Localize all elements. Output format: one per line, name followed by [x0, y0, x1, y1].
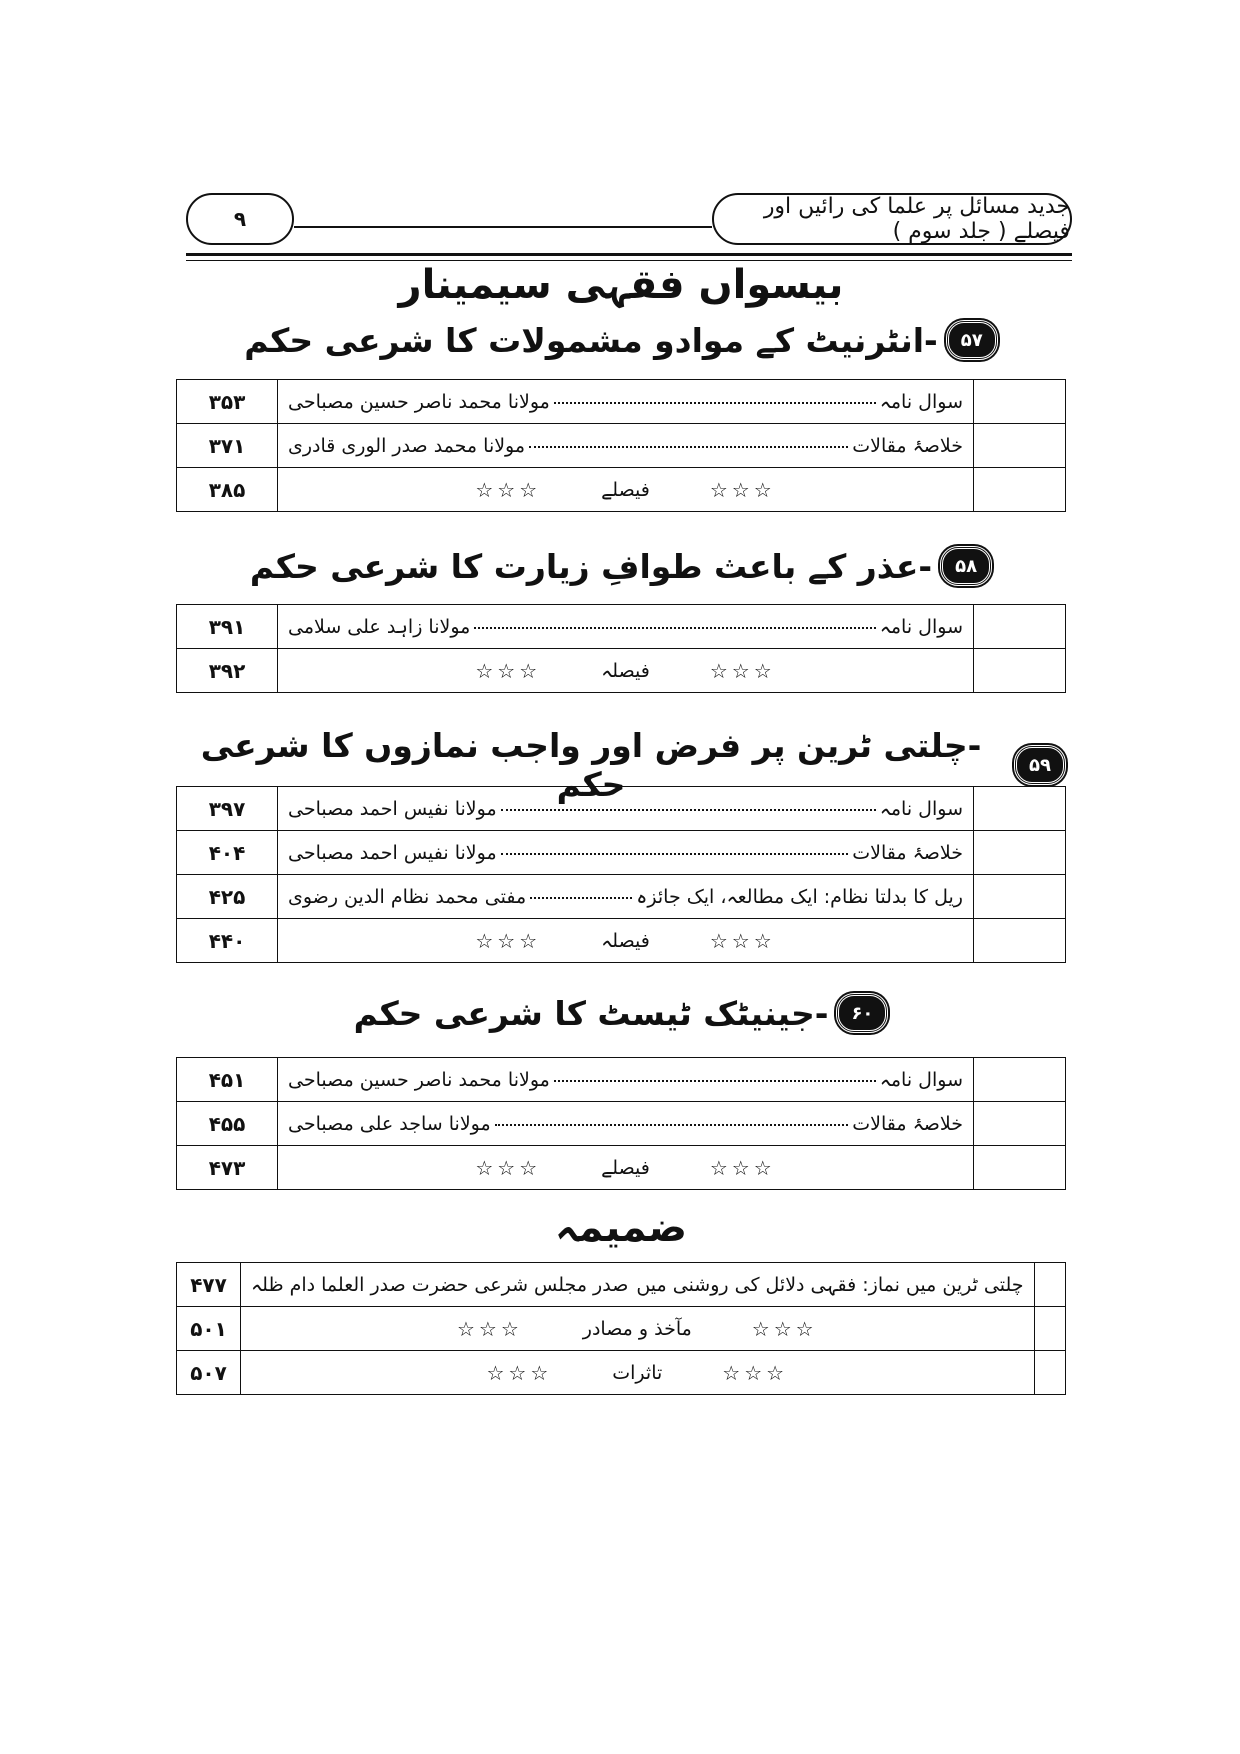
section-heading-58	[176, 546, 1066, 586]
entry-author: مولانا محمد صدر الوری قادری	[288, 434, 526, 457]
entry-cell	[278, 787, 974, 831]
entry-author: مولانا محمد ناصر حسین مصباحی	[288, 1068, 550, 1091]
leader-dots	[530, 889, 632, 899]
blank-cell	[974, 380, 1066, 424]
section-title: -انٹرنیٹ کے موادو مشمولات کا شرعی حکم	[244, 320, 938, 360]
entry-cell	[278, 605, 974, 649]
book-title-box	[712, 193, 1072, 245]
table-row	[177, 1146, 1066, 1190]
page-cell: ۵۰۱	[177, 1307, 241, 1351]
blank-cell	[974, 605, 1066, 649]
entry-label: خلاصۂ مقالات	[852, 1112, 963, 1135]
table-row	[177, 380, 1066, 424]
section-number-badge: ۶۰	[836, 993, 888, 1033]
table-row	[177, 1102, 1066, 1146]
blank-cell	[974, 919, 1066, 963]
table-row	[177, 1058, 1066, 1102]
stars-ornament: ☆☆☆	[475, 1155, 542, 1180]
page-cell: ۳۸۵	[177, 468, 278, 512]
entry-author: مفتی محمد نظام الدین رضوی	[288, 885, 527, 908]
appendix-table	[176, 1262, 1066, 1395]
table-row	[177, 605, 1066, 649]
decision-label: فیصلہ	[601, 929, 650, 952]
impressions-label: تاثرات	[612, 1361, 663, 1384]
page-cell: ۴۷۳	[177, 1146, 278, 1190]
blank-cell	[974, 1058, 1066, 1102]
impressions-cell	[241, 1351, 1035, 1395]
table-row	[177, 424, 1066, 468]
page-cell: ۳۹۱	[177, 605, 278, 649]
table-row	[177, 1307, 1066, 1351]
decision-cell	[278, 1146, 974, 1190]
entry-label: چلتی ٹرین میں نماز: فقہی دلائل کی روشنی میں	[636, 1273, 1024, 1296]
stars-ornament: ☆☆☆	[709, 477, 776, 502]
main-heading: بیسواں فقہی سیمینار	[398, 262, 844, 308]
page-number: ۹	[233, 207, 247, 231]
decision-label: فیصلے	[601, 1156, 650, 1179]
table-row	[177, 468, 1066, 512]
entry-label: سوال نامہ	[879, 390, 963, 413]
blank-cell	[974, 1146, 1066, 1190]
entry-cell	[241, 1263, 1035, 1307]
entry-cell	[278, 1102, 974, 1146]
entry-label: سوال نامہ	[879, 797, 963, 820]
page-cell: ۴۴۰	[177, 919, 278, 963]
leader-dots	[495, 1116, 849, 1126]
header-rule	[294, 226, 712, 228]
sources-label: مآخذ و مصادر	[582, 1317, 692, 1340]
decision-label: فیصلے	[601, 478, 650, 501]
stars-ornament: ☆☆☆	[475, 477, 542, 502]
page-cell: ۴۵۱	[177, 1058, 278, 1102]
section-table-58	[176, 604, 1066, 693]
stars-ornament: ☆☆☆	[475, 928, 542, 953]
blank-cell	[974, 1102, 1066, 1146]
section-heading-57	[176, 320, 1066, 360]
leader-dots	[529, 438, 848, 448]
entry-cell	[278, 380, 974, 424]
header-double-rule-thin	[186, 260, 1072, 261]
leader-dots	[501, 801, 876, 811]
page-cell: ۴۷۷	[177, 1263, 241, 1307]
stars-ornament: ☆☆☆	[456, 1316, 523, 1341]
table-row	[177, 831, 1066, 875]
table-row	[177, 787, 1066, 831]
leader-dots	[554, 394, 876, 404]
page-number-box	[186, 193, 294, 245]
table-row	[177, 1263, 1066, 1307]
blank-cell	[974, 875, 1066, 919]
page-cell: ۵۰۷	[177, 1351, 241, 1395]
entry-author: مولانا ساجد علی مصباحی	[288, 1112, 491, 1135]
leader-dots	[474, 619, 875, 629]
section-table-60	[176, 1057, 1066, 1190]
page-cell: ۴۲۵	[177, 875, 278, 919]
blank-cell	[974, 468, 1066, 512]
table-row	[177, 919, 1066, 963]
entry-label: خلاصۂ مقالات	[852, 841, 963, 864]
section-title: -عذر کے باعث طوافِ زیارت کا شرعی حکم	[249, 546, 933, 586]
decision-cell	[278, 649, 974, 693]
leader-dots	[501, 845, 849, 855]
book-title: جدید مسائل پر علما کی رائیں اور فیصلے ( جلد سوم )	[763, 194, 1070, 244]
section-number-badge: ۵۷	[946, 320, 998, 360]
entry-label: سوال نامہ	[879, 1068, 963, 1091]
stars-ornament: ☆☆☆	[475, 658, 542, 683]
entry-cell	[278, 424, 974, 468]
entry-author: صدر مجلس شرعی حضرت صدر العلما دام ظلہ	[251, 1273, 629, 1296]
section-heading-60	[176, 993, 1066, 1033]
entry-author: مولانا نفیس احمد مصباحی	[288, 797, 497, 820]
entry-cell	[278, 831, 974, 875]
entry-label: ریل کا بدلتا نظام: ایک مطالعہ، ایک جائزہ	[636, 885, 963, 908]
blank-cell	[974, 831, 1066, 875]
table-row	[177, 875, 1066, 919]
section-number-badge: ۵۸	[940, 546, 992, 586]
stars-ornament: ☆☆☆	[722, 1360, 789, 1385]
header-double-rule	[186, 253, 1072, 256]
section-title: -چلتی ٹرین پر فرض اور واجب نمازوں کا شرعی حکم	[200, 726, 982, 804]
blank-cell	[974, 424, 1066, 468]
entry-cell	[278, 1058, 974, 1102]
page-cell: ۴۵۵	[177, 1102, 278, 1146]
page-cell: ۳۹۷	[177, 787, 278, 831]
stars-ornament: ☆☆☆	[709, 1155, 776, 1180]
section-number-badge: ۵۹	[1014, 745, 1066, 785]
stars-ornament: ☆☆☆	[486, 1360, 553, 1385]
entry-cell	[278, 875, 974, 919]
table-row	[177, 649, 1066, 693]
stars-ornament: ☆☆☆	[709, 658, 776, 683]
blank-cell	[1034, 1263, 1065, 1307]
entry-label: سوال نامہ	[879, 615, 963, 638]
entry-author: مولانا نفیس احمد مصباحی	[288, 841, 497, 864]
blank-cell	[1034, 1307, 1065, 1351]
table-row	[177, 1351, 1066, 1395]
sources-cell	[241, 1307, 1035, 1351]
stars-ornament: ☆☆☆	[751, 1316, 818, 1341]
leader-dots	[554, 1072, 876, 1082]
stars-ornament: ☆☆☆	[709, 928, 776, 953]
page-cell: ۳۹۲	[177, 649, 278, 693]
blank-cell	[974, 649, 1066, 693]
decision-cell	[278, 468, 974, 512]
section-table-59	[176, 786, 1066, 963]
entry-author: مولانا زاہد علی سلامی	[288, 615, 471, 638]
decision-label: فیصلہ	[601, 659, 650, 682]
page-cell: ۴۰۴	[177, 831, 278, 875]
page-cell: ۳۵۳	[177, 380, 278, 424]
page-cell: ۳۷۱	[177, 424, 278, 468]
blank-cell	[974, 787, 1066, 831]
section-table-57	[176, 379, 1066, 512]
blank-cell	[1034, 1351, 1065, 1395]
entry-label: خلاصۂ مقالات	[852, 434, 963, 457]
entry-author: مولانا محمد ناصر حسین مصباحی	[288, 390, 550, 413]
section-title: -جینیٹک ٹیسٹ کا شرعی حکم	[353, 993, 829, 1033]
appendix-heading: ضمیمہ	[554, 1205, 688, 1251]
decision-cell	[278, 919, 974, 963]
